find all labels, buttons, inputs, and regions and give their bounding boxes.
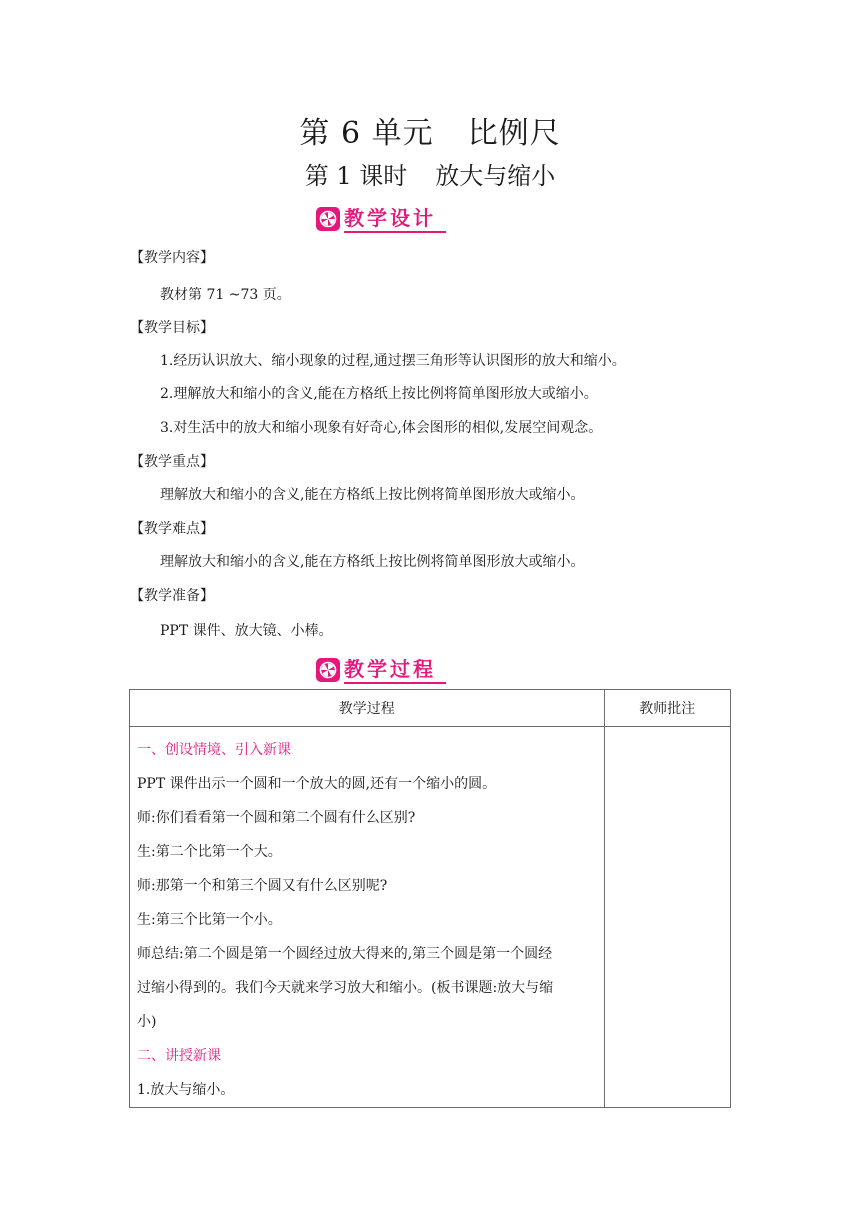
- process-cell: [130, 727, 605, 1108]
- process-line: 师:那第一个和第三个圆又有什么区别呢?: [137, 878, 388, 894]
- column-header-process: 教学过程: [130, 690, 605, 727]
- pinwheel-icon: [316, 207, 340, 231]
- content-heading: 【教学内容】: [130, 250, 214, 266]
- process-line: 小): [137, 1014, 157, 1030]
- difficulty-heading: 【教学难点】: [130, 521, 214, 537]
- process-line: 过缩小得到的。我们今天就来学习放大和缩小。(板书课题:放大与缩: [137, 980, 554, 996]
- banner-design: [316, 204, 446, 234]
- process-table: [129, 689, 731, 1108]
- key-heading: 【教学重点】: [130, 454, 214, 470]
- process-line: 师总结:第二个圆是第一个圆经过放大得来的,第三个圆是第一个圆经: [137, 946, 553, 962]
- banner-process-label: 教学过程: [344, 656, 446, 684]
- prep-heading: 【教学准备】: [130, 588, 214, 604]
- notes-cell: [604, 727, 730, 1108]
- section-title: 二、讲授新课: [137, 1048, 221, 1064]
- section-title: 一、创设情境、引入新课: [137, 742, 291, 758]
- goal-item: 1.经历认识放大、缩小现象的过程,通过摆三角形等认识图形的放大和缩小。: [160, 353, 626, 369]
- unit-title: [0, 108, 860, 152]
- goals-heading: 【教学目标】: [130, 320, 214, 336]
- key-text: 理解放大和缩小的含义,能在方格纸上按比例将简单图形放大或缩小。: [160, 487, 585, 503]
- process-line: PPT 课件出示一个圆和一个放大的圆,还有一个缩小的圆。: [137, 776, 497, 792]
- content-text: 教材第 71 ~73 页。: [160, 287, 291, 303]
- process-line: 师:你们看看第一个圆和第二个圆有什么区别?: [137, 810, 416, 826]
- lesson-name: 放大与缩小: [435, 162, 556, 190]
- goal-item: 3.对生活中的放大和缩小现象有好奇心,体会图形的相似,发展空间观念。: [160, 420, 603, 436]
- unit-number: 第 6 单元: [299, 116, 434, 151]
- banner-process: [316, 655, 446, 685]
- goal-item: 2.理解放大和缩小的含义,能在方格纸上按比例将简单图形放大或缩小。: [160, 386, 598, 402]
- column-header-notes: 教师批注: [604, 690, 730, 727]
- pinwheel-icon: [316, 658, 340, 682]
- process-line: 生:第三个比第一个小。: [137, 912, 282, 928]
- table-header-row: [130, 690, 731, 727]
- banner-design-label: 教学设计: [344, 205, 446, 233]
- lesson-title: [0, 156, 860, 191]
- difficulty-text: 理解放大和缩小的含义,能在方格纸上按比例将简单图形放大或缩小。: [160, 554, 585, 570]
- prep-text: PPT 课件、放大镜、小棒。: [160, 623, 333, 639]
- process-line: 生:第二个比第一个大。: [137, 844, 282, 860]
- process-line: 1.放大与缩小。: [137, 1082, 235, 1098]
- table-row: [130, 727, 731, 1108]
- lesson-number: 第 1 课时: [304, 162, 408, 190]
- unit-name: 比例尺: [467, 116, 561, 151]
